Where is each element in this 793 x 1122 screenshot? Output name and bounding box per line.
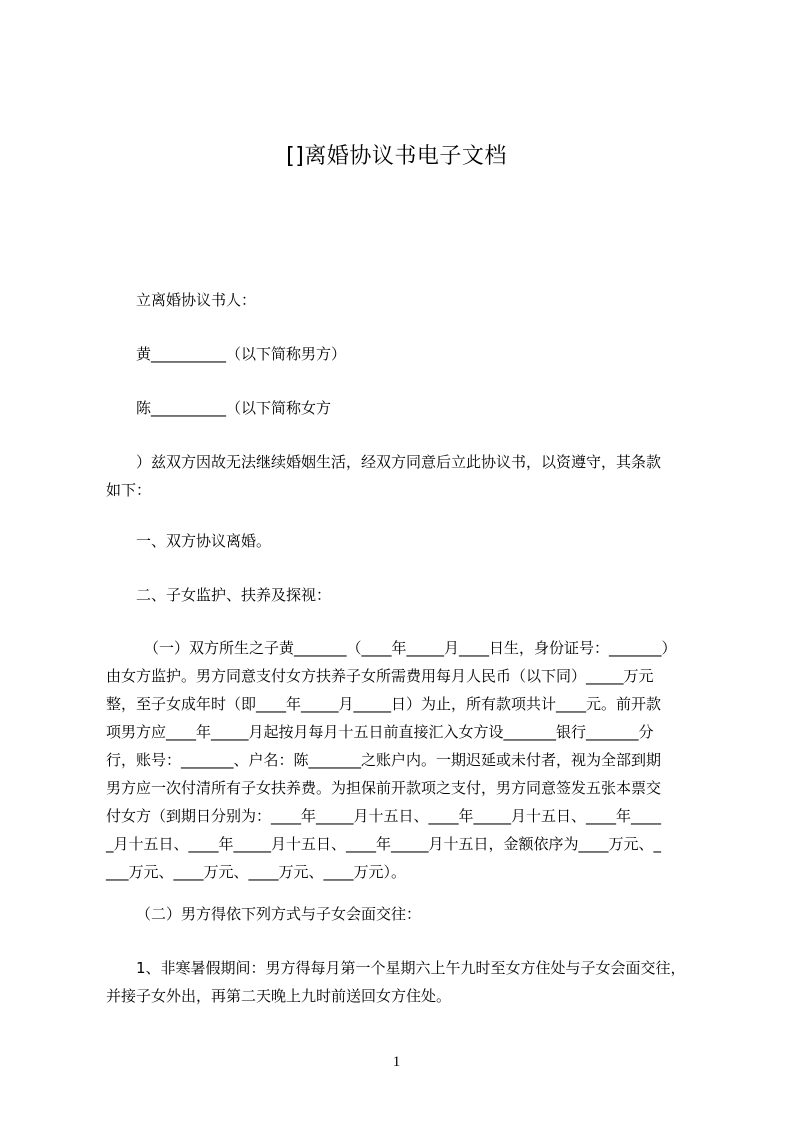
text-line: 立离婚协议书人：: [136, 291, 257, 309]
text-line: 项男方应____年_____月起按月每月十五日前直接汇入女方设_______银行_______分: [106, 723, 654, 741]
text-line: （二）男方得依下列方式与子女会面交往：: [136, 905, 422, 923]
text-line: 黄__________（以下简称男方）: [136, 345, 347, 363]
text-line: 男方应一次付清所有子女扶养费。为担保前开款项之支付，男方同意签发五张本票交: [106, 779, 662, 797]
paragraph-clause-two: [136, 581, 750, 609]
page-number: 1: [392, 1054, 401, 1070]
text-line: 二、子女监护、扶养及探视：: [136, 586, 332, 604]
text-line: ___万元、____万元、____万元、____万元）。: [106, 863, 407, 881]
text-line: 陈__________（以下简称女方: [136, 399, 332, 417]
document-title: []离婚协议书电子文档: [286, 144, 507, 169]
text-line: 一、双方协议离婚。: [136, 532, 272, 550]
text-line: （一）双方所生之子黄_______（____年_____月____日生，身份证号：_______）: [144, 639, 677, 657]
text-line: 1、非寒暑假期间：男方得每月第一个星期六上午九时至女方住处与子女会面交往，: [136, 959, 686, 977]
text-line: 行，账号：_______、户名：陈_______之账户内。一期迟延或未付者，视为全部到期: [106, 751, 662, 769]
paragraph-visitation-heading: [136, 900, 750, 928]
paragraph-male-party: [136, 340, 750, 368]
paragraph-visitation-term-1: [106, 954, 726, 1010]
text-line: ）兹双方因故无法继续婚姻生活，经双方同意后立此协议书，以资遵守，其条款: [136, 453, 662, 471]
text-line: _月十五日、____年_____月十五日、____年_____月十五日，金额依序为____万元、_: [106, 835, 662, 853]
text-line: 付女方（到期日分别为：____年_____月十五日、____年_____月十五日、____年____: [106, 807, 662, 825]
text-line: 由女方监护。男方同意支付女方扶养子女所需费用每月人民币（以下同）_____万元: [106, 667, 654, 685]
paragraph-female-party: [136, 394, 750, 422]
paragraph-preamble: [106, 448, 720, 504]
paragraph-signatories-heading: [136, 286, 750, 314]
paragraph-clause-one: [136, 527, 750, 555]
text-line: 并接子女外出，再第二天晚上九时前送回女方住处。: [106, 987, 452, 1005]
text-line: 整，至子女成年时（即____年_____月_____日）为止，所有款项共计____元。前开款: [106, 695, 662, 713]
paragraph-custody-support: [106, 634, 706, 886]
text-line: 如下：: [106, 481, 152, 499]
